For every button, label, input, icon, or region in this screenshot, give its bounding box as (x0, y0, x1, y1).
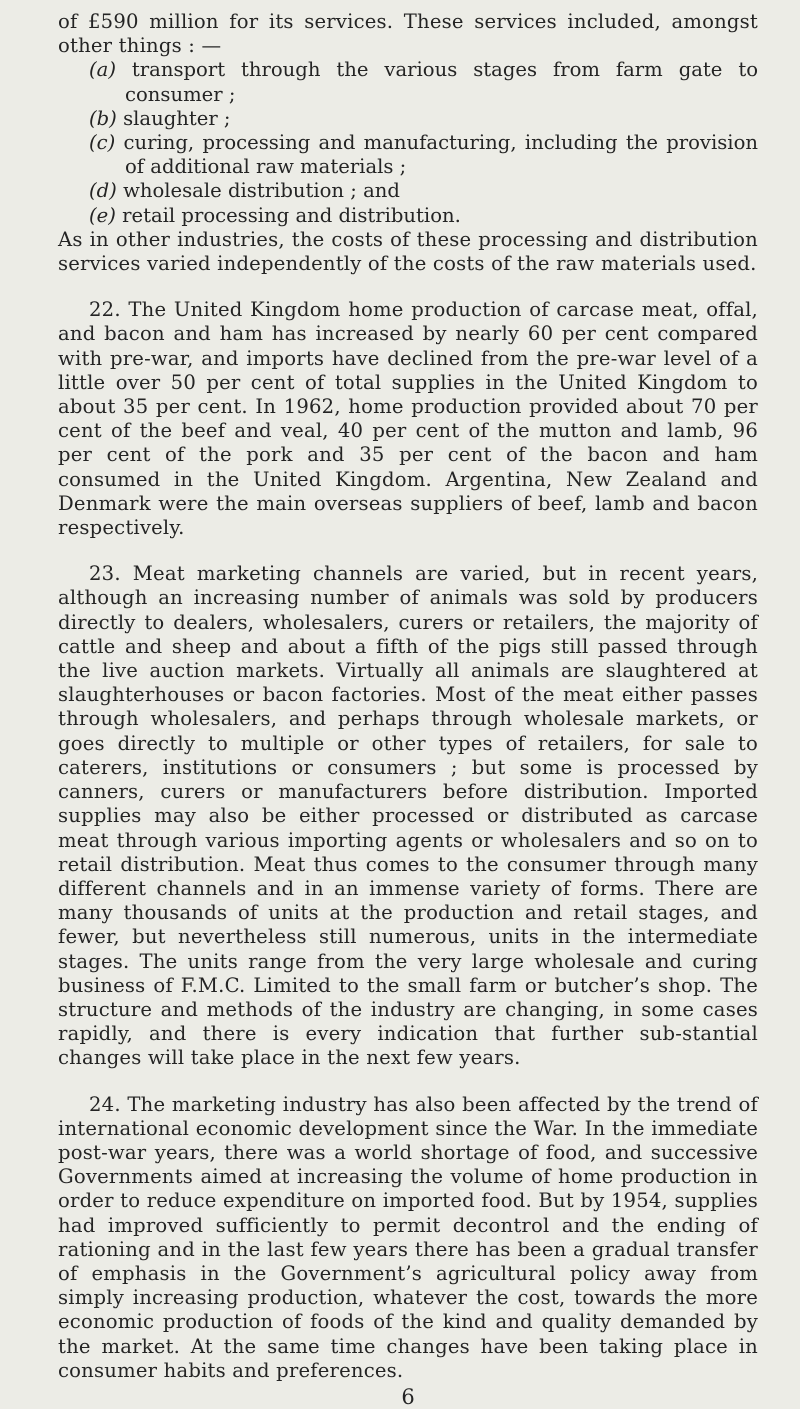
intro-paragraph: of £590 million for its services. These services included, amongst other things : — (58, 10, 758, 58)
list-item-label: (b) (89, 106, 117, 130)
document-page (58, 10, 758, 1409)
paragraph-22: 22. The United Kingdom home production of carcase meat, offal, and bacon and ham has increased by nearly 60 per cent compared with pre-war, and imports have declined from the pre-war level of a little over 50 per cent of total supplies in the United Kingdom to about 35 per cent. In 1962, home production provided about 70 per cent of the beef and veal, 40 per cent of the mutton and lamb, 96 per cent of the pork and 35 per cent of the bacon and ham consumed in the United Kingdom. Argentina, New Zealand and Denmark were the main overseas suppliers of beef, lamb and bacon respectively. (58, 298, 758, 540)
page-number: 6 (401, 1384, 415, 1409)
list-item-label: (c) (89, 131, 116, 155)
list-item (89, 179, 758, 203)
list-item-label: (a) (89, 58, 116, 82)
list-item (89, 58, 758, 106)
list-item-text: transport through the various stages from farm gate to consumer ; (125, 58, 758, 106)
list-item-label: (d) (89, 179, 117, 203)
paragraph-24: 24. The marketing industry has also been affected by the trend of international economic development since the War. In the immediate post-war years, there was a world shortage of food, and successive Governments aimed at increasing the volume of home production in order to reduce expenditure on imported food. But by 1954, supplies had improved sufficiently to permit decontrol and the ending of rationing and in the last few years there has been a gradual transfer of emphasis in the Government’s agricultural policy away from simply increasing production, whatever the cost, towards the more economic production of foods of the kind and quality demanded by the market. At the same time changes have been taking place in consumer habits and preferences. (58, 1092, 758, 1382)
after-list-paragraph: As in other industries, the costs of these processing and distribution services varied independently of the costs of the raw materials used. (58, 227, 758, 276)
paragraph-23: 23. Meat marketing channels are varied, but in recent years, although an increasing number of animals was sold by producers directly to dealers, wholesalers, curers or retailers, the majority of cattle and sheep and about a fifth of the pigs still passed through the live auction markets. Virtually all animals are slaughtered at slaughterhouses or bacon factories. Most of the meat either passes through wholesalers, and perhaps through wholesale markets, or goes directly to multiple or other types of retailers, for sale to caterers, institutions or consumers ; but some is processed by canners, curers or manufacturers before distribution. Imported supplies may also be either processed or distributed as carcase meat through various importing agents or wholesalers and so on to retail distribution. Meat thus comes to the consumer through many different channels and in an immense variety of forms. There are many thousands of units at the production and retail stages, and fewer, but nevertheless still numerous, units in the intermediate stages. The units range from the very large wholesale and curing business of F.M.C. Limited to the small farm or butcher’s shop. The structure and methods of the industry are changing, in some cases rapidly, and there is every indication that further sub-stantial changes will take place in the next few years. (58, 562, 758, 1070)
list-item-text: retail processing and distribution. (122, 203, 461, 227)
services-list (89, 58, 758, 227)
list-item (89, 131, 758, 179)
list-item-text: wholesale distribution ; and (123, 179, 400, 203)
list-item-text: slaughter ; (123, 106, 231, 130)
list-item (89, 107, 758, 131)
list-item-text: curing, processing and manufacturing, including the provision of additional raw materials ; (123, 131, 758, 179)
list-item (89, 204, 758, 228)
list-item-label: (e) (89, 203, 116, 227)
